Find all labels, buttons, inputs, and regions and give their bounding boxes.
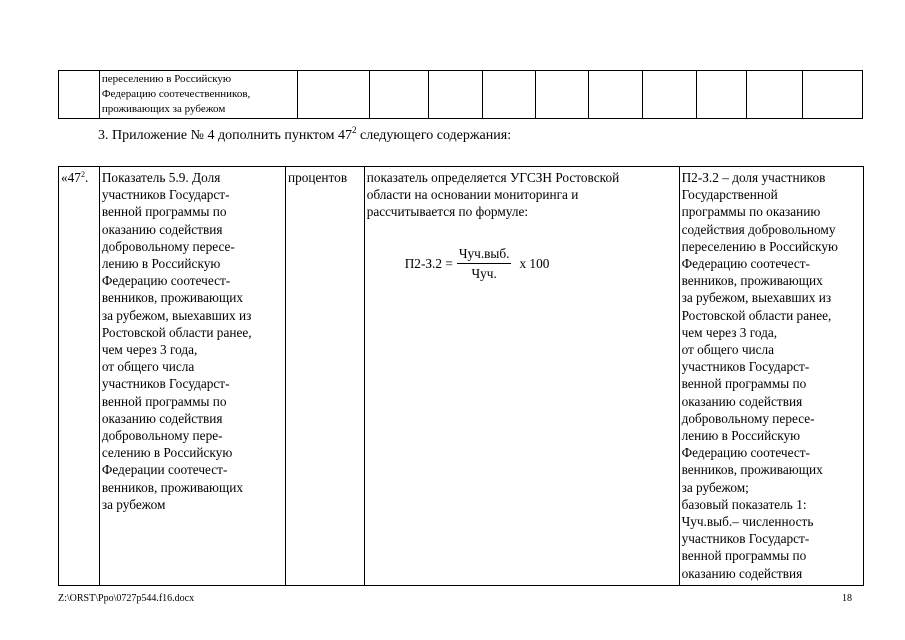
text-line: области на основании мониторинга и	[366, 187, 579, 203]
item-number-prefix: «47	[61, 170, 81, 185]
item-number-superscript: 2	[80, 170, 85, 179]
text-line: Показатель 5.9. Доля	[101, 170, 221, 185]
text-line: П2-З.2 – доля участников	[681, 170, 826, 185]
description-cell	[679, 167, 863, 586]
text-line: лению в Российскую	[101, 256, 221, 272]
table-cell	[642, 71, 696, 119]
table-cell	[298, 71, 370, 119]
table-cell	[747, 71, 803, 119]
item-number	[61, 169, 97, 186]
table-cell	[59, 71, 100, 119]
text-line: за рубежом;	[681, 479, 749, 495]
text-line: венной программы по	[681, 376, 807, 392]
text-line: селению в Российскую	[101, 445, 233, 461]
table-cell	[696, 71, 747, 119]
text-line: Федерацию соотечест-	[681, 256, 810, 272]
formula-rhs: х 100	[519, 255, 550, 271]
text-line: программы по оказанию	[681, 204, 821, 220]
text-line: участников Государст-	[681, 359, 810, 375]
previous-table-fragment	[58, 70, 863, 119]
item-number-suffix: .	[84, 170, 89, 185]
text-line: базовый показатель 1:	[681, 496, 807, 512]
file-path-footer: Z:\ORST\Ppo\0727p544.f16.docx	[58, 593, 195, 604]
text-line: венников, проживающих	[681, 462, 823, 478]
text-line: оказанию содействия	[101, 221, 223, 237]
table-cell	[428, 71, 482, 119]
text-line: за рубежом, выехавших из	[101, 307, 252, 323]
text-line: за рубежом	[101, 496, 166, 512]
text-line: добровольному пересе-	[101, 238, 235, 254]
text-line: участников Государст-	[101, 187, 230, 203]
text-line: Федерацию соотечест-	[101, 273, 231, 289]
text-line: Чуч.выб.– численность	[681, 514, 814, 530]
text-line: показатель определяется УГСЗН Ростовской	[366, 170, 620, 185]
text-line: Государственной	[681, 187, 778, 203]
text-line: оказанию содействия	[681, 393, 803, 409]
table-row	[59, 71, 863, 119]
table-row	[59, 167, 864, 586]
indicator-table	[58, 166, 864, 586]
formula-lhs: П2-З.2 =	[404, 255, 453, 271]
heading-suffix: следующего содержания:	[356, 128, 512, 143]
table-cell	[589, 71, 643, 119]
text-line: добровольному пересе-	[681, 410, 815, 426]
text-line: венников, проживающих	[101, 479, 243, 495]
page-number: 18	[842, 593, 852, 604]
text-line: венной программы по	[681, 548, 807, 564]
table-cell	[99, 71, 298, 119]
unit-label: процентов	[288, 170, 348, 185]
text-line: от общего числа	[681, 342, 775, 358]
formula-fraction	[457, 245, 512, 282]
text-line: оказанию содействия	[101, 410, 223, 426]
description-text	[682, 169, 861, 582]
table-cell	[482, 71, 536, 119]
cell-text-line: переселению в Российскую	[101, 73, 232, 85]
text-line: чем через 3 года,	[681, 324, 778, 340]
indicator-name-cell	[99, 167, 285, 586]
text-line: Ростовской области ранее,	[681, 307, 832, 323]
text-line: лению в Российскую	[681, 428, 801, 444]
text-line: содействия добровольному	[681, 221, 836, 237]
text-line: Федерацию соотечест-	[681, 445, 810, 461]
text-line: венников, проживающих	[681, 273, 823, 289]
text-line: Федерации соотечест-	[101, 462, 228, 478]
text-line: рассчитывается по формуле:	[366, 204, 529, 220]
item-number-cell	[59, 167, 100, 586]
text-line: оказанию содействия	[681, 565, 803, 581]
section-heading	[98, 125, 512, 144]
text-line: участников Государст-	[681, 531, 810, 547]
table-cell	[803, 71, 863, 119]
text-line: от общего числа	[101, 359, 195, 375]
cell-text-line: Федерацию соотечественников,	[101, 88, 251, 100]
text-line: Ростовской области ранее,	[101, 324, 252, 340]
text-line: за рубежом, выехавших из	[681, 290, 832, 306]
cell-text-line: проживающих за рубежом	[101, 103, 226, 115]
heading-prefix: 3. Приложение № 4 дополнить пунктом 47	[98, 128, 353, 143]
text-line: венной программы по	[101, 204, 227, 220]
formula-denominator: Чуч.	[471, 265, 497, 281]
unit-cell	[286, 167, 365, 586]
table-cell	[370, 71, 429, 119]
text-line: чем через 3 года,	[101, 342, 198, 358]
indicator-name	[102, 169, 283, 513]
heading-superscript: 2	[352, 125, 357, 135]
table-cell	[536, 71, 589, 119]
formula-numerator: Чуч.выб.	[457, 245, 512, 264]
method-cell	[364, 167, 679, 586]
text-line: венников, проживающих	[101, 290, 243, 306]
text-line: венной программы по	[101, 393, 227, 409]
text-line: участников Государст-	[101, 376, 230, 392]
text-line: переселению в Российскую	[681, 238, 838, 254]
formula	[405, 245, 677, 282]
method-text	[367, 169, 677, 221]
text-line: добровольному пере-	[101, 428, 223, 444]
